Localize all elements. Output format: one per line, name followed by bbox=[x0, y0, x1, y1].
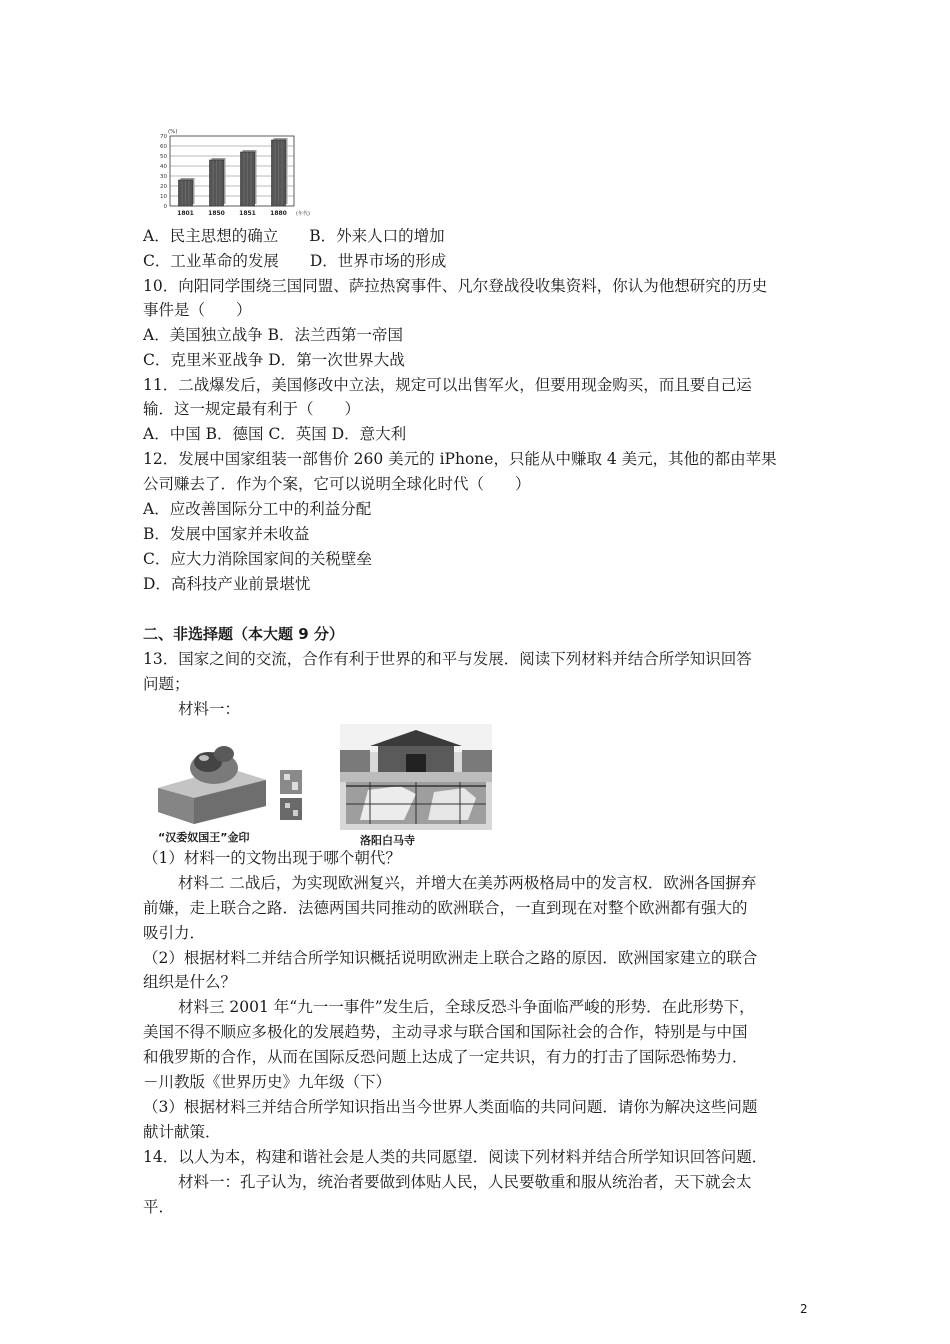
q10-stem-2: 事件是（ ） bbox=[143, 301, 252, 319]
q12-stem-1: 12．发展中国家组装一部售价 260 美元的 iPhone，只能从中赚取 4 美元，其他的都由苹果 bbox=[143, 450, 777, 468]
material2-3: 吸引力． bbox=[143, 924, 206, 942]
material3-source: －川教版《世界历史》九年级（下） bbox=[143, 1073, 392, 1091]
q13-sub3-2: 献计献策． bbox=[143, 1123, 221, 1141]
q9-option-cd: C．工业革命的发展 D．世界市场的形成 bbox=[143, 252, 447, 270]
q13-sub3-1: （3）根据材料三并结合所学知识指出当今世界人类面临的共同问题．请你为解决这些问题 bbox=[143, 1098, 758, 1116]
temple-caption: 洛阳白马寺 bbox=[360, 834, 415, 847]
y-tick-label: 30 bbox=[160, 174, 167, 180]
x-tick-label: 1801 bbox=[177, 210, 194, 217]
y-tick-label: 10 bbox=[160, 194, 167, 200]
y-tick-label: 60 bbox=[160, 144, 167, 150]
q13-stem-1: 13．国家之间的交流，合作有利于世界的和平与发展．阅读下列材料并结合所学知识回答 bbox=[143, 650, 752, 668]
material2-1: 材料二 二战后，为实现欧洲复兴，并增大在美苏两极格局中的发言权．欧洲各国摒弃 bbox=[178, 874, 757, 892]
page-number: 2 bbox=[800, 1302, 808, 1316]
q14-material1-1: 材料一：孔子认为，统治者要做到体贴人民，人民要敬重和服从统治者，天下就会太 bbox=[178, 1173, 752, 1191]
q14-material1-2: 平． bbox=[143, 1198, 175, 1216]
material3-2: 美国不得不顺应多极化的发展趋势，主动寻求与联合国和国际社会的合作，特别是与中国 bbox=[143, 1023, 748, 1041]
q13-sub2-1: （2）根据材料二并结合所学知识概括说明欧洲走上联合之路的原因．欧洲国家建立的联合 bbox=[143, 949, 758, 967]
y-tick-label: 40 bbox=[160, 164, 167, 170]
x-tick-label: 1851 bbox=[239, 210, 256, 217]
material1-label: 材料一： bbox=[178, 700, 241, 718]
seal-caption: “汉委奴国王”金印 bbox=[158, 831, 250, 844]
population-bar-chart bbox=[148, 126, 318, 218]
q11-stem-2: 输．这一规定最有利于（ ） bbox=[143, 400, 361, 418]
y-tick-label: 70 bbox=[160, 134, 167, 140]
x-tick-label: 1850 bbox=[208, 210, 225, 217]
q12-option-d: D．高科技产业前景堪忧 bbox=[143, 575, 311, 593]
q10-stem-1: 10．向阳同学围绕三国同盟、萨拉热窝事件、凡尔登战役收集资料，你认为他想研究的历史 bbox=[143, 277, 768, 295]
q13-stem-2: 问题； bbox=[143, 675, 190, 693]
temple-photo bbox=[340, 724, 492, 830]
q13-sub2-2: 组织是什么？ bbox=[143, 973, 237, 991]
material3-1: 材料三 2001 年“九一一事件”发生后，全球反恐斗争面临严峻的形势．在此形势下， bbox=[178, 998, 755, 1016]
y-tick-label: 50 bbox=[160, 154, 167, 160]
section-title: 二、非选择题（本大题 9 分） bbox=[143, 625, 344, 643]
q12-option-c: C．应大力消除国家间的关税壁垒 bbox=[143, 550, 372, 568]
material2-2: 前嫌，走上联合之路．法德两国共同推动的欧洲联合，一直到现在对整个欧洲都有强大的 bbox=[143, 899, 748, 917]
q11-stem-1: 11．二战爆发后，美国修改中立法，规定可以出售军火，但要用现金购买，而且要自己运 bbox=[143, 376, 752, 394]
x-tick-label: 1880 bbox=[270, 210, 287, 217]
q10-option-cd: C．克里米亚战争 D．第一次世界大战 bbox=[143, 351, 405, 369]
material3-3: 和俄罗斯的合作，从而在国际反恐问题上达成了一定共识，有力的打击了国际恐怖势力． bbox=[143, 1048, 748, 1066]
gold-seal-photo bbox=[148, 728, 318, 826]
q12-option-b: B．发展中国家并未收益 bbox=[143, 525, 310, 543]
q12-stem-2: 公司赚去了．作为个案，它可以说明全球化时代（ ） bbox=[143, 475, 531, 493]
q12-option-a: A．应改善国际分工中的利益分配 bbox=[143, 500, 372, 518]
y-tick-label: 20 bbox=[160, 184, 167, 190]
q11-options: A．中国 B．德国 C．英国 D．意大利 bbox=[143, 425, 407, 443]
q13-sub1: （1）材料一的文物出现于哪个朝代？ bbox=[143, 849, 401, 867]
y-axis-label: (%) bbox=[168, 129, 178, 135]
q9-option-ab: A．民主思想的确立 B．外来人口的增加 bbox=[143, 227, 445, 245]
q14-stem: 14．以人为本，构建和谐社会是人类的共同愿望．阅读下列材料并结合所学知识回答问题． bbox=[143, 1148, 768, 1166]
q10-option-ab: A．美国独立战争 B．法兰西第一帝国 bbox=[143, 326, 404, 344]
y-tick-label: 0 bbox=[163, 204, 167, 210]
x-axis-label: (年代) bbox=[296, 211, 310, 217]
